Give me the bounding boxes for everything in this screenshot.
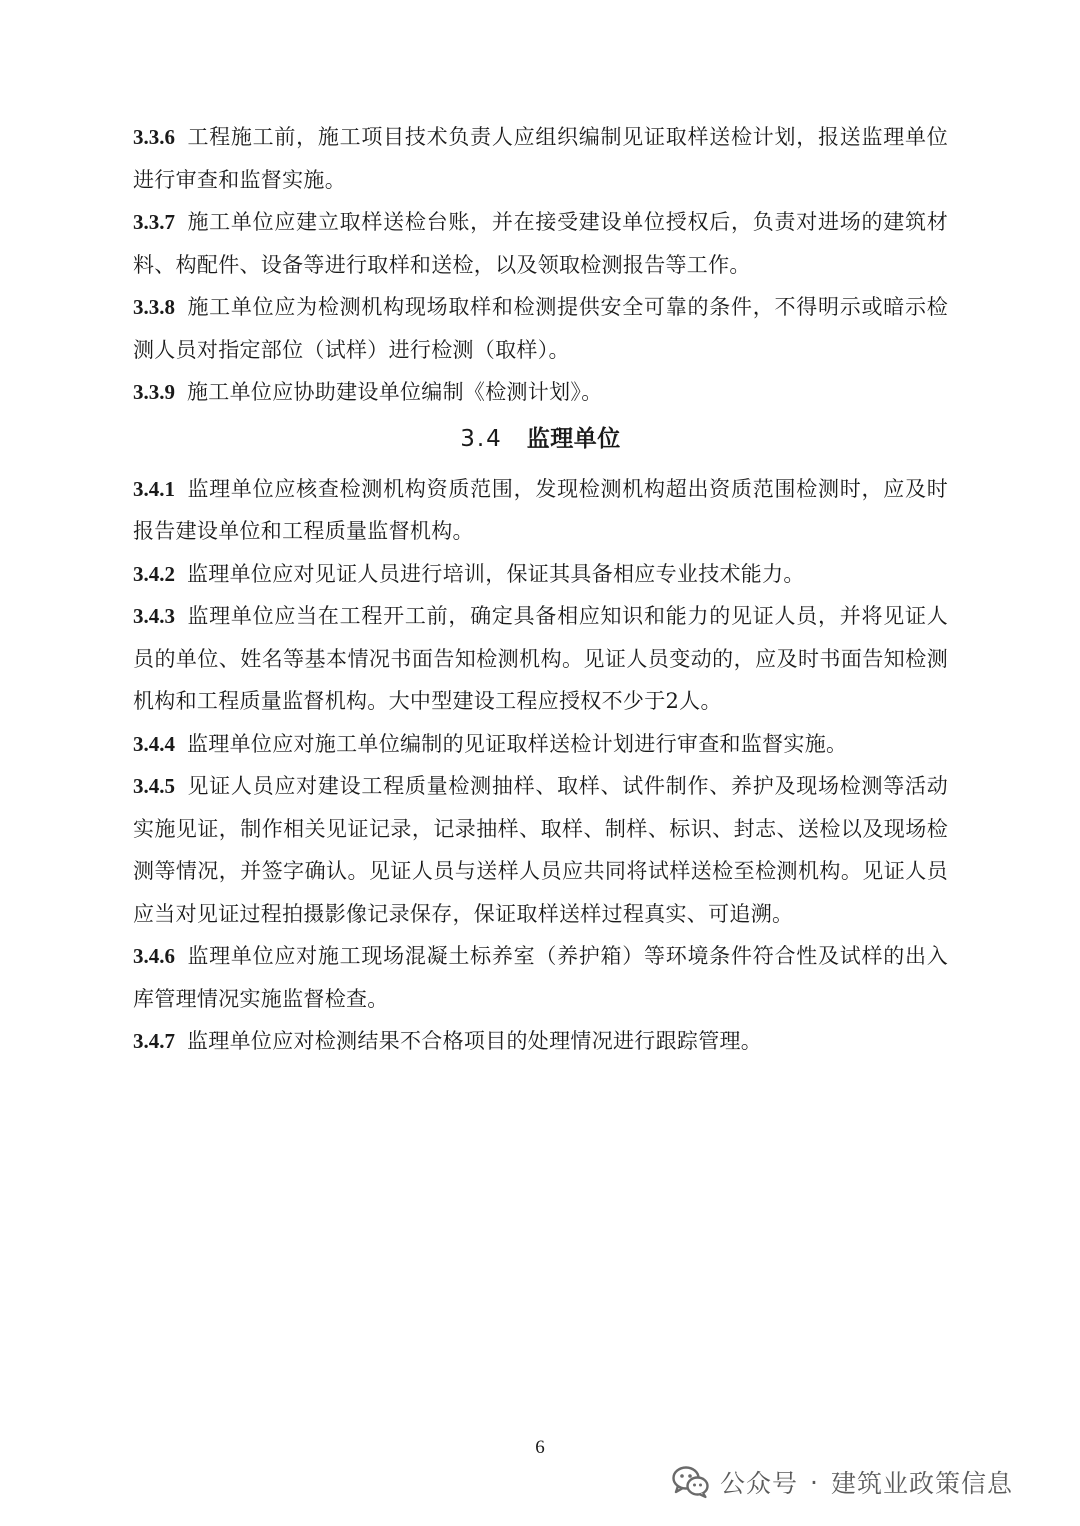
clause-number: 3.3.7 [133,210,175,234]
clause-number: 3.3.9 [133,380,175,404]
clause-number: 3.3.6 [133,125,175,149]
page-number: 6 [535,1437,545,1458]
clause-text: 见证人员应对建设工程质量检测抽样、取样、试件制作、养护及现场检测等活动实施见证，制作相关见证记录，记录抽样、取样、制样、标识、封志、送检以及现场检测等情况，并签字确认。见证人员与送样人员应共同将试样送检至检测机构。见证人员应当对见证过程拍摄影像记录保存，保证取样送样过程真实、可追溯。 [133,774,948,926]
section-number: 3.4 [460,425,503,452]
page-content [133,116,948,1063]
clause [133,468,948,553]
clause [133,286,948,371]
clause [133,595,948,723]
watermark-separator: · [810,1467,819,1497]
clause [133,723,948,766]
clause [133,553,948,596]
clause [133,116,948,201]
clause-number: 3.4.1 [133,476,175,501]
clause-text: 施工单位应协助建设单位编制《检测计划》。 [187,380,603,404]
clause [133,1020,948,1063]
clause-text: 监理单位应当在工程开工前，确定具备相应知识和能力的见证人员，并将见证人员的单位、姓名等基本情况书面告知检测机构。见证人员变动的，应及时书面告知检测机构和工程质量监督机构。大中型建设工程应授权不少于2人。 [133,604,948,713]
clause [133,935,948,1020]
clause-number: 3.4.2 [133,561,175,586]
clause-text: 监理单位应对检测结果不合格项目的处理情况进行跟踪管理。 [187,1029,763,1053]
clause [133,201,948,286]
clause-text: 工程施工前，施工项目技术负责人应组织编制见证取样送检计划，报送监理单位进行审查和监督实施。 [133,125,948,192]
clause-text: 监理单位应核查检测机构资质范围，发现检测机构超出资质范围检测时，应及时报告建设单位和工程质量监督机构。 [133,476,948,543]
clause-number: 3.4.5 [133,774,175,798]
wechat-icon [672,1465,710,1499]
watermark-label: 公众号 [720,1469,799,1498]
watermark-account: 建筑业政策信息 [830,1469,1013,1498]
clause-number: 3.4.3 [133,604,175,628]
section-title: 监理单位 [526,425,621,452]
clause-text: 施工单位应建立取样送检台账，并在接受建设单位授权后，负责对进场的建筑材料、构配件、设备等进行取样和送检，以及领取检测报告等工作。 [133,210,948,277]
clause-text: 施工单位应为检测机构现场取样和检测提供安全可靠的条件，不得明示或暗示检测人员对指定部位（试样）进行检测（取样）。 [133,295,948,362]
clause-number: 3.4.6 [133,944,175,968]
clause-text: 监理单位应对施工现场混凝土标养室（养护箱）等环境条件符合性及试样的出入库管理情况实施监督检查。 [133,944,948,1011]
clause-text: 监理单位应对见证人员进行培训，保证其具备相应专业技术能力。 [187,561,805,586]
clause [133,765,948,935]
section-heading [133,424,948,454]
clause-number: 3.3.8 [133,295,175,319]
watermark [672,1462,1013,1502]
clause-text: 监理单位应对施工单位编制的见证取样送检计划进行审查和监督实施。 [187,731,848,756]
clause-number: 3.4.7 [133,1029,175,1053]
clause-number: 3.4.4 [133,731,175,756]
clause [133,371,948,414]
